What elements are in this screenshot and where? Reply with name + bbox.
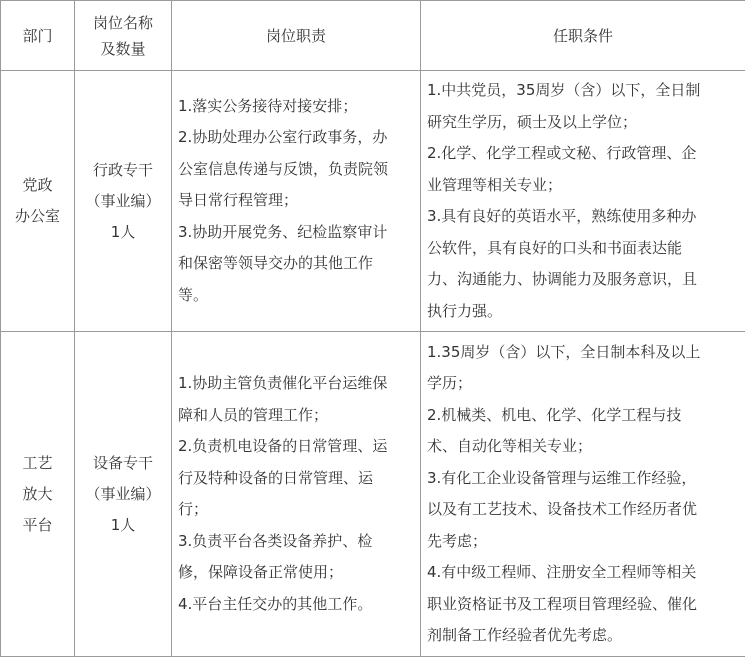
header-position: [75, 1, 172, 71]
requirements-cell: [421, 71, 745, 332]
header-position-line: 岗位名称: [75, 10, 171, 36]
table-row: [1, 71, 745, 332]
department-line: 工艺: [1, 448, 74, 479]
duty-line: 1.落实公务接待对接安排；: [178, 91, 414, 123]
requirement-line: 以及有工艺技术、设备技术工作经历者优: [427, 494, 739, 526]
requirement-line: 1.35周岁（含）以下，全日制本科及以上: [427, 337, 739, 369]
duty-line: 等。: [178, 280, 414, 312]
position-line: 1人: [75, 217, 171, 248]
duty-line: 4.平台主任交办的其他工作。: [178, 589, 414, 621]
duty-line: 修，保障设备正常使用；: [178, 557, 414, 589]
requirement-line: 执行力强。: [427, 296, 739, 328]
position-cell: [75, 71, 172, 332]
requirement-line: 职业资格证书及工程项目管理经验、催化: [427, 589, 739, 621]
header-department: 部门: [1, 1, 75, 71]
position-line: 行政专干: [75, 155, 171, 186]
department-line: 放大: [1, 479, 74, 510]
requirement-line: 2.机械类、机电、化学、化学工程与技: [427, 400, 739, 432]
position-line: （事业编）: [75, 479, 171, 510]
duty-line: 3.协助开展党务、纪检监察审计: [178, 217, 414, 249]
duty-line: 2.协助处理办公室行政事务，办: [178, 122, 414, 154]
duty-line: 2.负责机电设备的日常管理、运: [178, 431, 414, 463]
requirement-line: 3.具有良好的英语水平，熟练使用多种办: [427, 201, 739, 233]
requirement-line: 研究生学历，硕士及以上学位；: [427, 107, 739, 139]
requirement-line: 剂制备工作经验者优先考虑。: [427, 620, 739, 652]
position-line: （事业编）: [75, 186, 171, 217]
requirement-line: 2.化学、化学工程或文秘、行政管理、企: [427, 138, 739, 170]
duties-cell: [172, 71, 421, 332]
requirement-line: 术、自动化等相关专业；: [427, 431, 739, 463]
department-cell: [1, 71, 75, 332]
position-line: 1人: [75, 510, 171, 541]
table-row: [1, 332, 745, 657]
department-cell: [1, 332, 75, 657]
requirement-line: 先考虑；: [427, 526, 739, 558]
duty-line: 导日常行程管理；: [178, 185, 414, 217]
requirement-line: 1.中共党员，35周岁（含）以下，全日制: [427, 75, 739, 107]
department-line: 党政: [1, 170, 74, 201]
duty-line: 障和人员的管理工作；: [178, 400, 414, 432]
header-row: [1, 1, 745, 71]
header-requirements: 任职条件: [421, 1, 745, 71]
duty-line: 和保密等领导交办的其他工作: [178, 248, 414, 280]
position-line: 设备专干: [75, 448, 171, 479]
header-duties: 岗位职责: [172, 1, 421, 71]
duty-line: 行及特种设备的日常管理、运: [178, 463, 414, 495]
department-line: 办公室: [1, 201, 74, 232]
duty-line: 行；: [178, 494, 414, 526]
duty-line: 公室信息传递与反馈，负责院领: [178, 154, 414, 186]
requirement-line: 学历；: [427, 368, 739, 400]
requirement-line: 4.有中级工程师、注册安全工程师等相关: [427, 557, 739, 589]
position-cell: [75, 332, 172, 657]
department-line: 平台: [1, 510, 74, 541]
requirement-line: 3.有化工企业设备管理与运维工作经验，: [427, 463, 739, 495]
requirements-cell: [421, 332, 745, 657]
duties-cell: [172, 332, 421, 657]
requirement-line: 业管理等相关专业；: [427, 170, 739, 202]
duty-line: 1.协助主管负责催化平台运维保: [178, 368, 414, 400]
requirement-line: 力、沟通能力、协调能力及服务意识，且: [427, 264, 739, 296]
header-position-line: 及数量: [75, 36, 171, 62]
duty-line: 3.负责平台各类设备养护、检: [178, 526, 414, 558]
requirement-line: 公软件，具有良好的口头和书面表达能: [427, 233, 739, 265]
